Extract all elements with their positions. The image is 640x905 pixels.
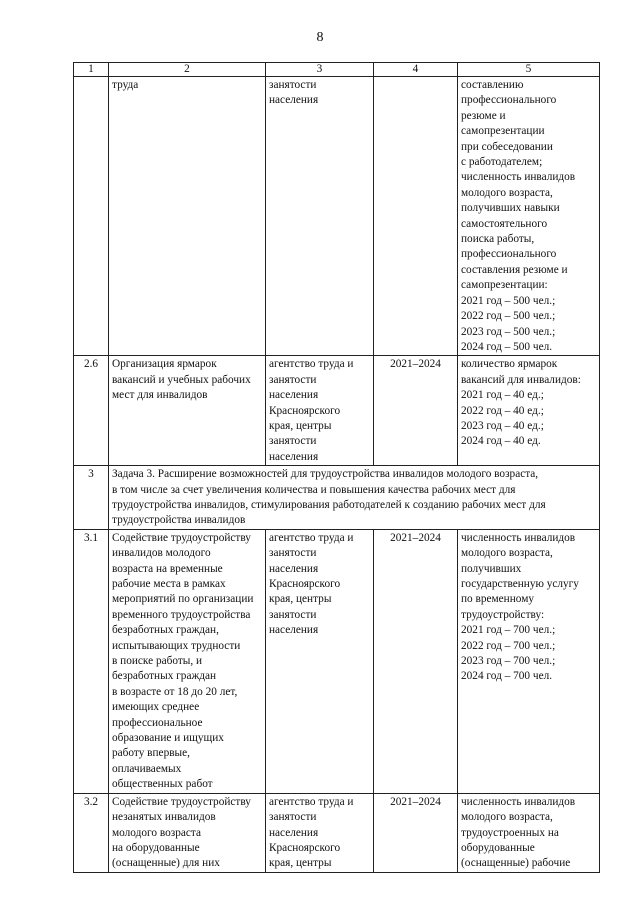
measure-line: молодого возраста bbox=[112, 826, 201, 839]
task-line: трудоустройства инвалидов, стимулирования работодателей к созданию рабочих мест для bbox=[112, 498, 546, 511]
measure-cell bbox=[109, 529, 266, 793]
measure-line: на оборудованные bbox=[112, 841, 200, 854]
measure-line: профессиональное bbox=[112, 716, 203, 729]
measure-cell bbox=[109, 793, 266, 872]
col-header-5: 5 bbox=[458, 63, 600, 77]
measure-line: вакансий и учебных рабочих bbox=[112, 373, 251, 386]
indicator-line: получивших bbox=[461, 562, 522, 575]
indicator-cell bbox=[458, 356, 600, 466]
executor-line: населения bbox=[269, 562, 319, 575]
indicator-line: 2021 год – 40 ед.; bbox=[461, 389, 544, 402]
indicator-line: молодого возраста, bbox=[461, 186, 553, 199]
measure-line: безработных граждан bbox=[112, 670, 217, 683]
indicator-line: 2022 год – 700 чел.; bbox=[461, 639, 556, 652]
indicator-line: самостоятельного bbox=[461, 217, 548, 230]
indicator-line: вакансий для инвалидов: bbox=[461, 373, 581, 386]
table-row bbox=[74, 793, 600, 872]
measure-line: безработных граждан, bbox=[112, 624, 219, 637]
page-number: 8 bbox=[316, 30, 324, 45]
indicator-line: численность инвалидов bbox=[461, 795, 576, 808]
indicator-cell bbox=[458, 793, 600, 872]
col-header-3: 3 bbox=[266, 63, 374, 77]
indicator-line: молодого возраста, bbox=[461, 811, 553, 824]
indicator-line: по временному bbox=[461, 593, 534, 606]
executor-cell bbox=[266, 793, 374, 872]
period-cell bbox=[374, 77, 458, 356]
row-number: 3.1 bbox=[74, 529, 109, 793]
executor-line: края, центры bbox=[269, 593, 332, 606]
executor-line: занятости bbox=[269, 547, 317, 560]
measure-line: в поиске работы, и bbox=[112, 655, 203, 668]
measure-line: испытывающих трудности bbox=[112, 639, 241, 652]
indicator-line: 2022 год – 500 чел.; bbox=[461, 310, 556, 323]
executor-line: населения bbox=[269, 624, 319, 637]
indicator-line: молодого возраста, bbox=[461, 547, 553, 560]
table-row bbox=[74, 356, 600, 466]
measure-line: рабочие места в рамках bbox=[112, 578, 226, 590]
indicator-line: при собеседовании bbox=[461, 140, 553, 153]
period-cell: 2021–2024 bbox=[374, 793, 458, 872]
measure-cell bbox=[109, 77, 266, 356]
indicator-line: получивших навыки bbox=[461, 202, 560, 215]
measure-line: общественных работ bbox=[112, 778, 213, 791]
measure-line: в возрасте от 18 до 20 лет, bbox=[112, 685, 238, 698]
measure-line: возраста на временные bbox=[112, 562, 223, 575]
col-header-1: 1 bbox=[74, 63, 109, 77]
indicator-line: 2021 год – 700 чел.; bbox=[461, 624, 556, 637]
task-row bbox=[74, 466, 600, 530]
indicator-line: государственную услугу bbox=[461, 578, 579, 590]
task-number: 3 bbox=[74, 466, 109, 530]
indicator-line: оборудованные bbox=[461, 841, 535, 854]
executor-line: населения bbox=[269, 94, 319, 107]
measure-line: временного трудоустройства bbox=[112, 608, 251, 621]
col-header-2: 2 bbox=[109, 63, 266, 77]
indicator-line: 2023 год – 500 чел.; bbox=[461, 325, 556, 338]
executor-line: Красноярского bbox=[269, 404, 341, 417]
indicator-line: составления резюме и bbox=[461, 263, 568, 276]
indicator-line: профессионального bbox=[461, 248, 557, 261]
measure-line: труда bbox=[112, 79, 139, 91]
period-cell: 2021–2024 bbox=[374, 356, 458, 466]
measure-line: Организация ярмарок bbox=[112, 358, 217, 371]
indicator-line: 2024 год – 700 чел. bbox=[461, 670, 553, 683]
measure-line: мест для инвалидов bbox=[112, 389, 208, 402]
indicator-line: 2023 год – 40 ед.; bbox=[461, 419, 544, 432]
measure-line: (оснащенные) для них bbox=[112, 857, 220, 870]
executor-cell bbox=[266, 356, 374, 466]
executor-line: агентство труда и bbox=[269, 531, 354, 544]
indicator-line: количество ярмарок bbox=[461, 358, 558, 371]
task-line: трудоустройства инвалидов bbox=[112, 514, 246, 527]
measure-line: мероприятий по организации bbox=[112, 593, 254, 606]
indicator-line: резюме и bbox=[461, 109, 506, 122]
indicator-cell bbox=[458, 529, 600, 793]
task-text-cell bbox=[109, 466, 600, 530]
measure-line: Содействие трудоустройству bbox=[112, 795, 251, 808]
col-header-4: 4 bbox=[374, 63, 458, 77]
measure-line: образование и ищущих bbox=[112, 732, 224, 745]
indicator-line: 2023 год – 700 чел.; bbox=[461, 655, 556, 668]
indicator-line: 2024 год – 500 чел. bbox=[461, 340, 553, 353]
indicator-line: самопрезентации bbox=[461, 125, 545, 138]
indicator-line: 2021 год – 500 чел.; bbox=[461, 294, 556, 307]
measure-line: Содействие трудоустройству bbox=[112, 531, 251, 544]
indicator-line: 2024 год – 40 ед. bbox=[461, 435, 541, 448]
executor-line: занятости bbox=[269, 435, 317, 448]
measure-line: незанятых инвалидов bbox=[112, 811, 216, 824]
table-row bbox=[74, 77, 600, 356]
measure-line: имеющих среднее bbox=[112, 701, 200, 714]
executor-line: занятости bbox=[269, 811, 317, 824]
executor-line: населения bbox=[269, 389, 319, 402]
period-cell: 2021–2024 bbox=[374, 529, 458, 793]
indicator-line: с работодателем; bbox=[461, 156, 543, 169]
measure-line: работу впервые, bbox=[112, 747, 190, 760]
measure-line: оплачиваемых bbox=[112, 762, 182, 775]
indicator-line: трудоустройству: bbox=[461, 608, 545, 621]
measure-line: инвалидов молодого bbox=[112, 547, 211, 560]
program-table bbox=[73, 62, 600, 873]
executor-line: агентство труда и bbox=[269, 358, 354, 371]
executor-line: занятости bbox=[269, 373, 317, 386]
executor-line: края, центры bbox=[269, 419, 332, 432]
executor-cell bbox=[266, 529, 374, 793]
indicator-line: (оснащенные) рабочие bbox=[461, 857, 571, 870]
row-number bbox=[74, 77, 109, 356]
indicator-line: профессионального bbox=[461, 94, 557, 107]
executor-line: занятости bbox=[269, 79, 317, 91]
task-line: Задача 3. Расширение возможностей для трудоустройства инвалидов молодого возраста, bbox=[112, 468, 539, 481]
executor-line: агентство труда и bbox=[269, 795, 354, 808]
row-number: 3.2 bbox=[74, 793, 109, 872]
table-row bbox=[74, 529, 600, 793]
executor-line: Красноярского bbox=[269, 578, 341, 590]
indicator-line: самопрезентации: bbox=[461, 279, 548, 292]
row-number: 2.6 bbox=[74, 356, 109, 466]
executor-line: населения bbox=[269, 450, 319, 463]
executor-line: Красноярского bbox=[269, 841, 341, 854]
indicator-line: составлению bbox=[461, 79, 524, 91]
executor-line: края, центры bbox=[269, 857, 332, 870]
indicator-cell bbox=[458, 77, 600, 356]
task-line: в том числе за счет увеличения количества и повышения качества рабочих мест для bbox=[112, 483, 516, 496]
indicator-line: трудоустроенных на bbox=[461, 826, 559, 839]
executor-line: занятости bbox=[269, 608, 317, 621]
header-row bbox=[74, 63, 600, 77]
executor-line: населения bbox=[269, 826, 319, 839]
indicator-line: численность инвалидов bbox=[461, 171, 576, 184]
measure-cell bbox=[109, 356, 266, 466]
indicator-line: поиска работы, bbox=[461, 233, 535, 246]
indicator-line: 2022 год – 40 ед.; bbox=[461, 404, 544, 417]
executor-cell bbox=[266, 77, 374, 356]
indicator-line: численность инвалидов bbox=[461, 531, 576, 544]
